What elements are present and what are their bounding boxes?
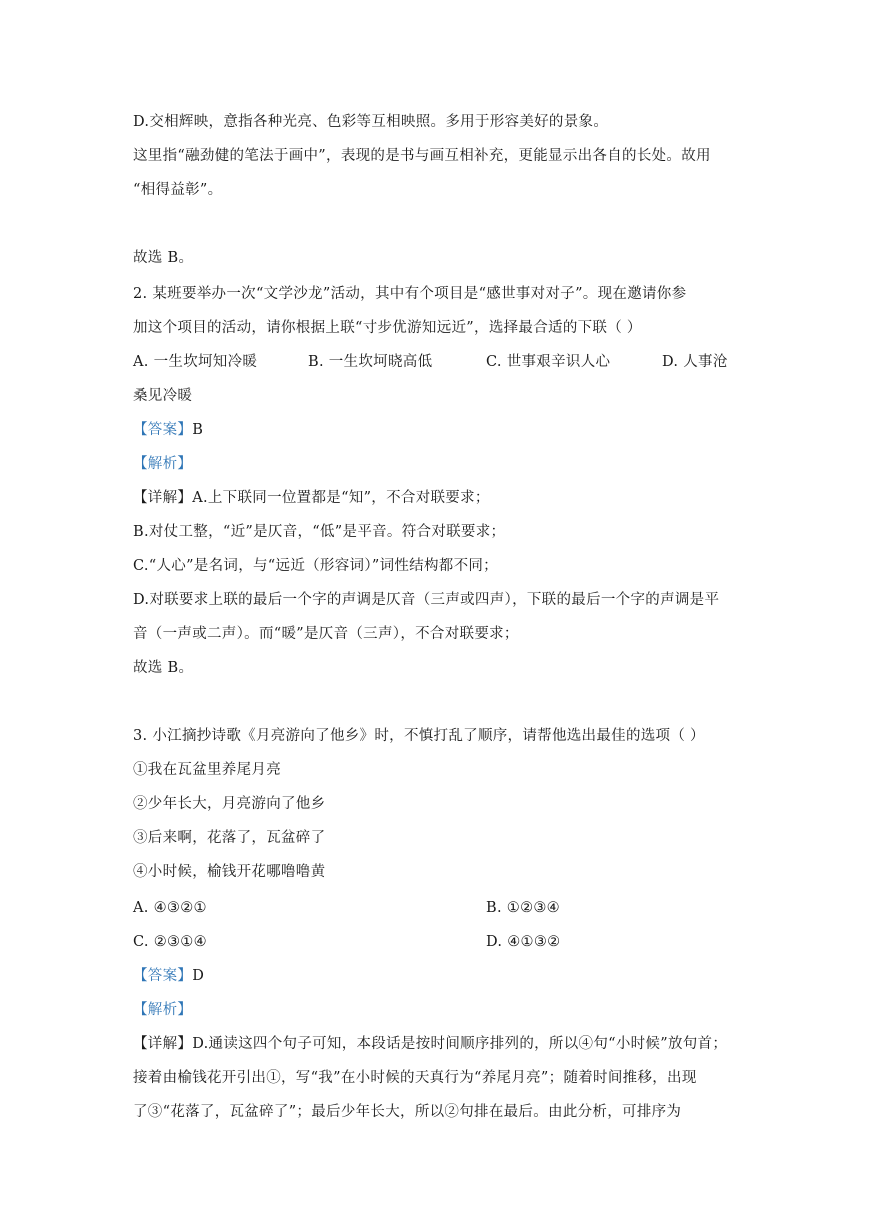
answer-tag: 【答案】 (133, 968, 193, 984)
poem-line: ②少年长大，月亮游向了他乡 (133, 796, 326, 812)
detail-line: D.对联要求上联的最后一个字的声调是仄音（三声或四声），下联的最后一个字的声调是平 (133, 592, 720, 608)
analysis-line (133, 454, 192, 474)
option-c: C. ②③①④ (133, 934, 207, 950)
detail-text: D.通读这四个句子可知，本段话是按时间顺序排列的，所以④句“小时候”放句首； (192, 1036, 728, 1052)
analysis-tag: 【解析】 (133, 456, 193, 472)
detail-line: 了③“花落了，瓦盆碎了”；最后少年长大，所以②句排在最后。由此分析，可排序为 (133, 1104, 682, 1120)
answer-line (133, 966, 204, 986)
option-b: B. ①②③④ (486, 900, 560, 916)
detail-line: B.对仗工整，“近”是仄音，“低”是平音。符合对联要求； (133, 524, 506, 540)
question-2-stem: 2. 某班要举办一次“文学沙龙”活动，其中有个项目是“感世事对对子”。现在邀请你参 (133, 286, 687, 302)
answer-tag: 【答案】 (133, 422, 193, 438)
poem-line: ①我在瓦盆里养尾月亮 (133, 762, 281, 778)
answer-value: D (192, 968, 205, 984)
explanation-line: 这里指“融劲健的笔法于画中”，表现的是书与画互相补充，更能显示出各自的长处。故用 (133, 148, 711, 164)
detail-line: 接着由榆钱花开引出①，写“我”在小时候的天真行为“养尾月亮”；随着时间推移，出现 (133, 1070, 697, 1086)
option-a: A. 一生坎坷知冷暖 (133, 354, 258, 370)
conclusion: 故选 B。 (133, 660, 194, 676)
option-d: D. ④①③② (486, 934, 561, 950)
poem-line: ④小时候，榆钱开花哪噜噜黄 (133, 864, 326, 880)
detail-text: A.上下联同一位置都是“知”，不合对联要求； (192, 490, 490, 506)
question-3-stem: 3. 小江摘抄诗歌《月亮游向了他乡》时，不慎打乱了顺序，请帮他选出最佳的选项（ ） (133, 728, 705, 744)
option-c: C. 世事艰辛识人心 (486, 354, 611, 370)
question-2-stem: 加这个项目的活动，请你根据上联“寸步优游知远近”，选择最合适的下联（ ） (133, 320, 642, 336)
explanation-line: “相得益彰”。 (133, 182, 223, 198)
option-b: B. 一生坎坷晓高低 (308, 354, 433, 370)
analysis-line (133, 1000, 192, 1020)
option-d-continued: 桑见冷暖 (133, 388, 193, 404)
detail-line (133, 1034, 727, 1054)
answer-value: B (192, 422, 204, 438)
poem-line: ③后来啊，花落了，瓦盆碎了 (133, 830, 326, 846)
analysis-tag: 【解析】 (133, 1002, 193, 1018)
conclusion: 故选 B。 (133, 250, 194, 266)
detail-line: 音（一声或二声）。而“暖”是仄音（三声），不合对联要求； (133, 626, 519, 642)
answer-line (133, 420, 203, 440)
option-a: A. ④③②① (133, 900, 207, 916)
option-d-explanation: D.交相辉映，意指各种光亮、色彩等互相映照。多用于形容美好的景象。 (133, 114, 609, 130)
option-d: D. 人事沧 (662, 354, 728, 370)
detail-tag: 【详解】 (133, 490, 193, 506)
detail-line: C.“人心”是名词，与“远近（形容词）”词性结构都不同； (133, 558, 498, 574)
detail-line (133, 488, 490, 508)
detail-tag: 【详解】 (133, 1036, 193, 1052)
